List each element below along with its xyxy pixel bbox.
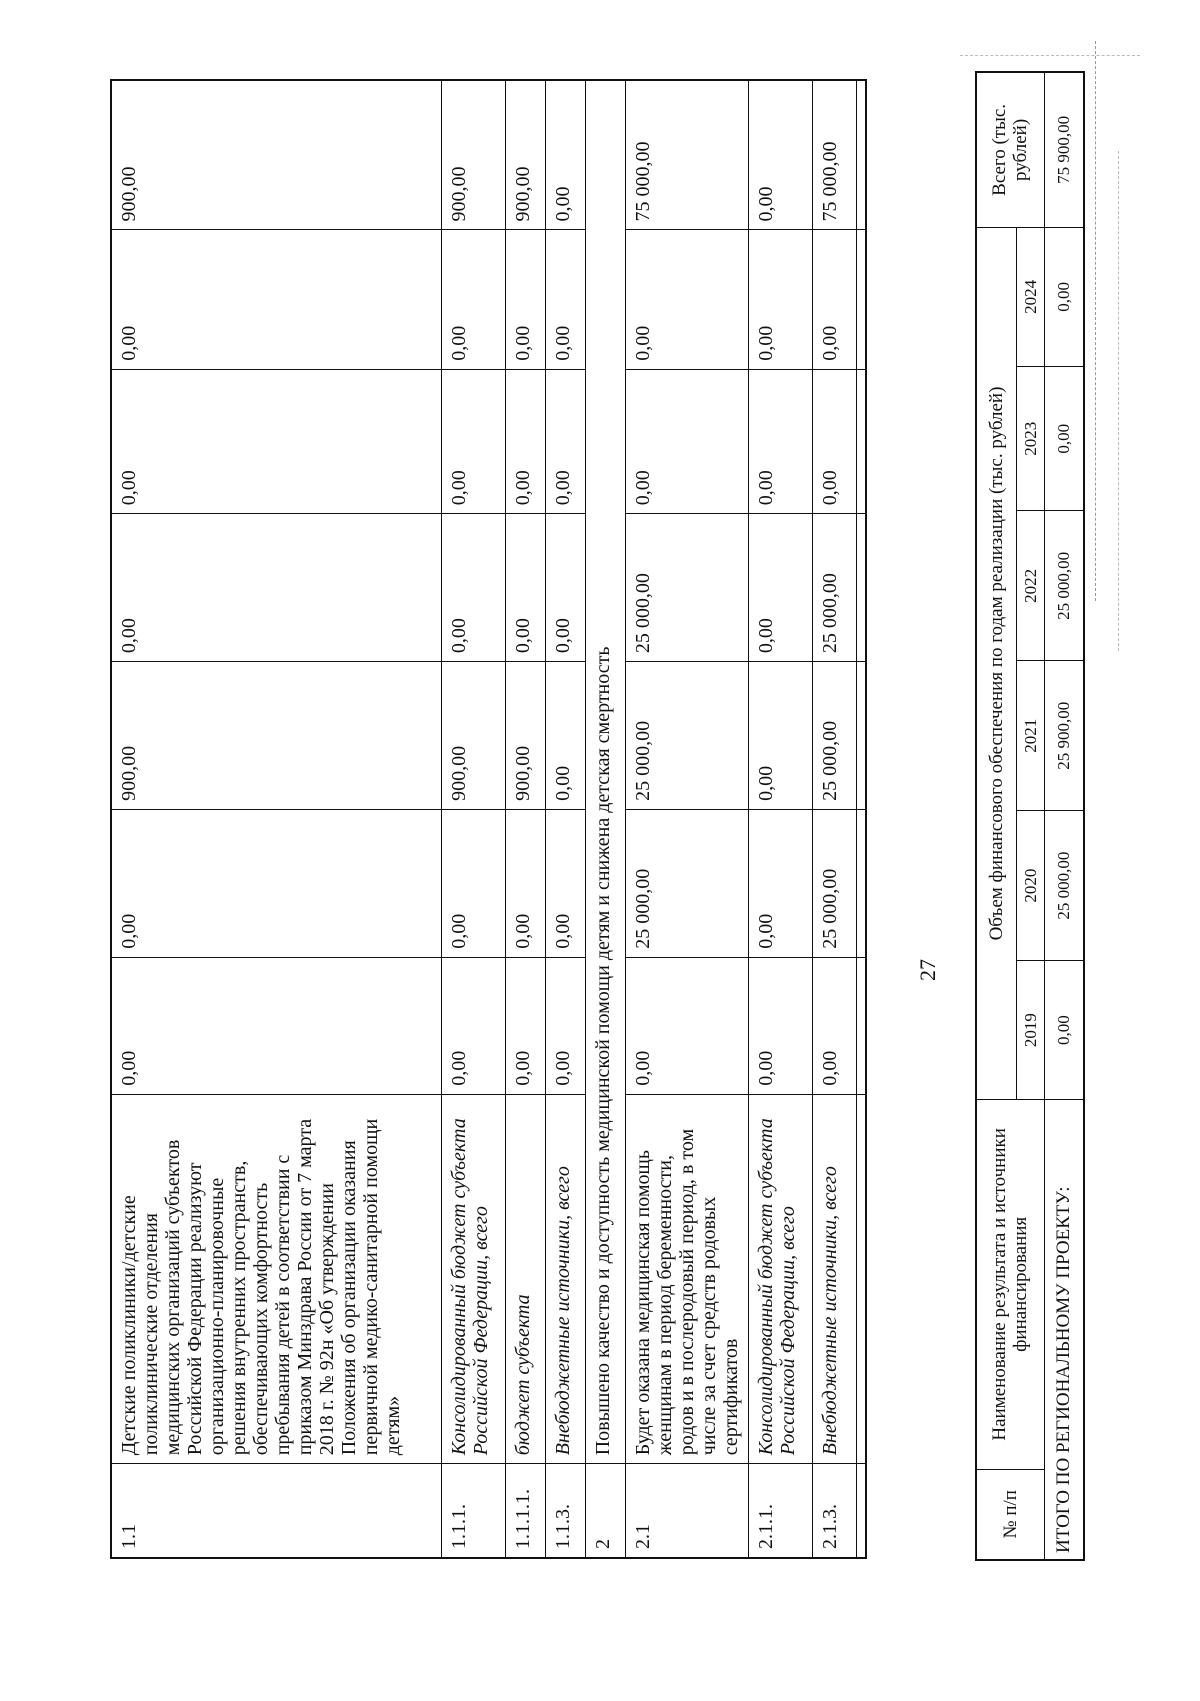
col-header-total: Всего (тыс. рублей) [976,72,1044,227]
row-name: бюджет субъекта [505,1094,545,1464]
table-row [748,80,812,1558]
value-2020: 0,00 [505,809,545,957]
value-2021: 25 000,00 [812,662,856,810]
value-2022: 0,00 [505,514,545,662]
value-2019: 0,00 [505,957,545,1094]
value-total: 0,00 [748,80,812,230]
value-2023: 0,00 [441,369,505,514]
value-2024: 0,00 [441,230,505,369]
value-2024: 0,00 [545,230,585,369]
value-2023: 0,00 [812,369,856,514]
value-total: 900,00 [441,80,505,230]
value-2024: 0,00 [111,230,441,369]
value-2022: 25 000,00 [625,514,748,662]
row-name: Внебюджетные источники, всего [545,1094,585,1464]
year-header: 2023 [1016,366,1044,511]
value-2019: 0,00 [441,957,505,1094]
year-header: 2019 [1016,961,1044,1100]
header-row [976,72,1016,1560]
value-2019: 0,00 [748,957,812,1094]
table-row [505,80,545,1558]
year-header: 2024 [1016,227,1044,366]
value-2024: 0,00 [812,230,856,369]
page-number: 27 [915,959,940,981]
value-2023: 0,00 [748,369,812,514]
section-row [585,80,625,1558]
total-value-2024: 0,00 [1044,227,1084,366]
value-total: 75 000,00 [625,80,748,230]
value-total: 0,00 [545,80,585,230]
value-2020: 0,00 [441,809,505,957]
scan-artifact-line [1118,151,1119,651]
row-name: Консолидированный бюджет субъекта Российской Федерации, всего [748,1094,812,1464]
row-number: 1.1.1. [441,1464,505,1558]
value-2019: 0,00 [625,957,748,1094]
row-number: 1.1.3. [545,1464,585,1558]
table-row [111,80,441,1558]
total-value-2020: 25 000,00 [1044,811,1084,961]
year-header: 2022 [1016,511,1044,661]
year-header: 2020 [1016,811,1044,961]
value-2022: 0,00 [111,514,441,662]
value-2023: 0,00 [505,369,545,514]
total-value-2023: 0,00 [1044,366,1084,511]
value-2021: 900,00 [441,662,505,810]
table-row [812,80,856,1558]
row-name: Внебюджетные источники, всего [812,1094,856,1464]
col-header-years-group: Объем финансового обеспечения по годам реализации (тыс. рублей) [976,227,1016,1099]
value-total: 900,00 [505,80,545,230]
value-2024: 0,00 [748,230,812,369]
value-2020: 0,00 [545,809,585,957]
row-number: 2 [585,1464,625,1558]
row-number: 2.1.3. [812,1464,856,1558]
table-row [545,80,585,1558]
value-2023: 0,00 [111,369,441,514]
row-number: 2.1 [625,1464,748,1558]
total-row [1044,72,1084,1560]
section-title: Повышено качество и доступность медицинской помощи детям и снижена детская смертность [585,80,625,1464]
value-2020: 25 000,00 [625,809,748,957]
total-label: ИТОГО ПО РЕГИОНАЛЬНОМУ ПРОЕКТУ: [1044,1100,1084,1560]
total-value-2021: 25 900,00 [1044,661,1084,811]
total-value-2019: 0,00 [1044,961,1084,1100]
value-2021: 900,00 [111,662,441,810]
scan-artifact-line [1095,41,1096,601]
value-2022: 25 000,00 [812,514,856,662]
value-2021: 900,00 [505,662,545,810]
value-2021: 0,00 [545,662,585,810]
value-2023: 0,00 [625,369,748,514]
value-total: 900,00 [111,80,441,230]
row-name: Консолидированный бюджет субъекта Российской Федерации, всего [441,1094,505,1464]
value-2024: 0,00 [625,230,748,369]
table-row [625,80,748,1558]
row-name: Будет оказана медицинская помощь женщинам в период беременности, родов и в послеродовый период, в том числе за счет средств родовых сертификатов [625,1094,748,1464]
row-number: 1.1 [111,1464,441,1558]
value-2024: 0,00 [505,230,545,369]
value-2022: 0,00 [748,514,812,662]
year-header: 2021 [1016,661,1044,811]
value-2021: 25 000,00 [625,662,748,810]
value-total: 75 000,00 [812,80,856,230]
value-2021: 0,00 [748,662,812,810]
value-2022: 0,00 [545,514,585,662]
value-2020: 0,00 [111,809,441,957]
col-header-name: Наименование результата и источники финансирования [976,1100,1044,1469]
value-2020: 0,00 [748,809,812,957]
summary-table [975,71,1085,1561]
value-2019: 0,00 [545,957,585,1094]
table-row-empty [856,80,866,1558]
value-2019: 0,00 [111,957,441,1094]
col-header-number: № п/п [976,1469,1044,1560]
value-2022: 0,00 [441,514,505,662]
total-value-2022: 25 000,00 [1044,511,1084,661]
table-row [441,80,505,1558]
value-2023: 0,00 [545,369,585,514]
row-number: 1.1.1.1. [505,1464,545,1558]
value-2019: 0,00 [812,957,856,1094]
row-number: 2.1.1. [748,1464,812,1558]
scan-artifact-line [960,55,1140,56]
row-name: Детские поликлиники/детские поликлинические отделения медицинских организаций субъектов Российской Федерации реализуют организационно-планировочные решения внутренних пространств, обеспечивающих комфортность пребывания детей в соответствии с приказом Минздрава России от 7 марта 2018 г. № 92н «Об утверждении Положения об организации оказания первичной медико-санитарной помощи детям» [111,1094,441,1464]
total-value-all: 75 900,00 [1044,72,1084,227]
financing-table [110,79,867,1559]
value-2020: 25 000,00 [812,809,856,957]
